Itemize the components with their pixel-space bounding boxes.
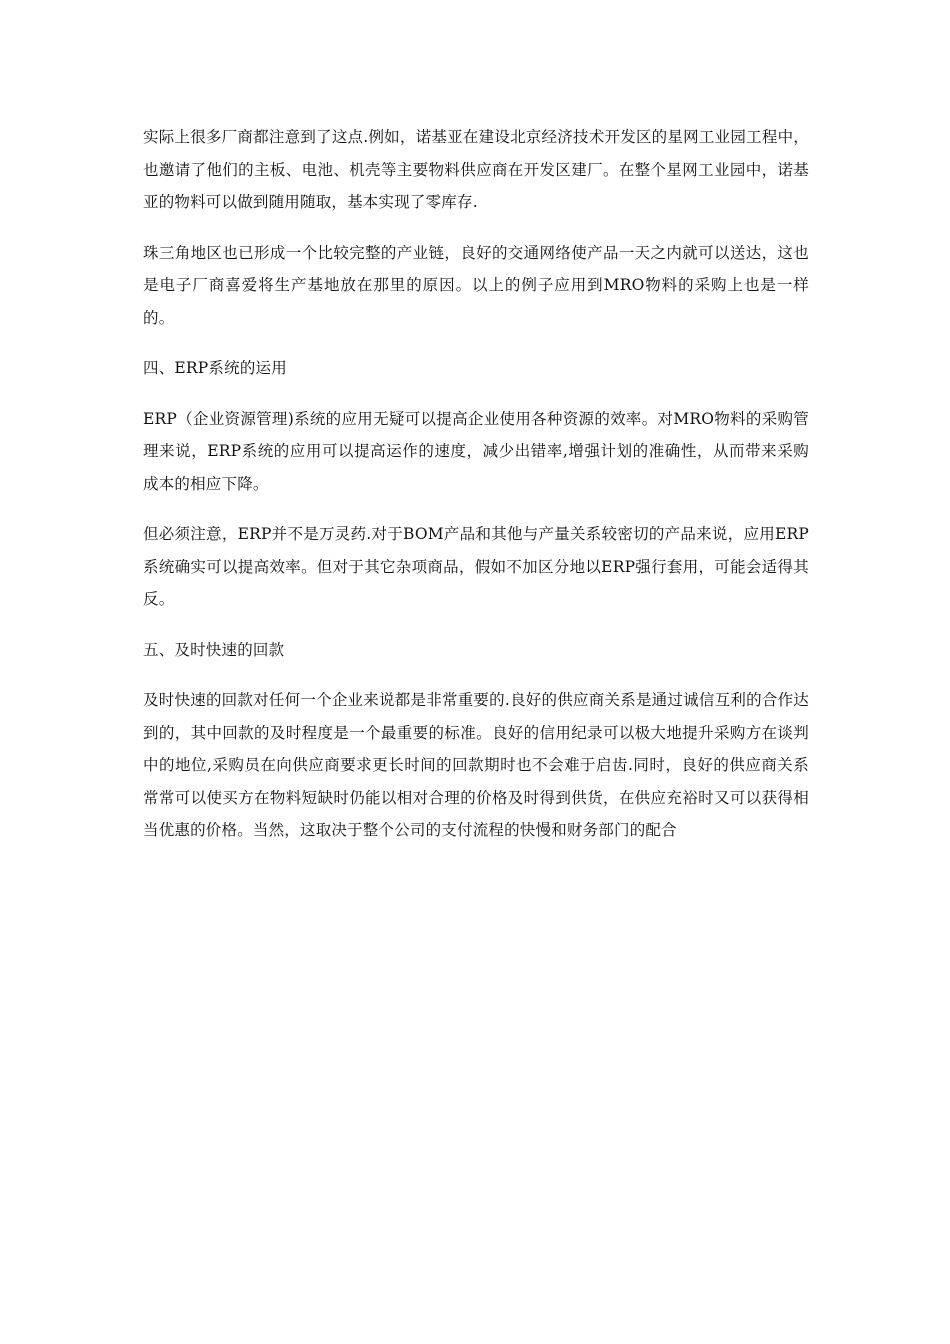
section-heading-payment: 五、及时快速的回款 bbox=[143, 640, 285, 659]
document-body bbox=[143, 121, 809, 865]
paragraph-pearl-river-delta: 珠三角地区也已形成一个比较完整的产业链，良好的交通网络使产品一天之内就可以送达，这也是电子厂商喜爱将生产基地放在那里的原因。以上的例子应用到MRO物料的采购上也是一样的。 bbox=[143, 243, 809, 327]
paragraph-erp-caution: 但必须注意，ERP并不是万灵药.对于BOM产品和其他与产量关系较密切的产品来说，应用ERP系统确实可以提高效率。但对于其它杂项商品，假如不加区分地以ERP强行套用，可能会适得其反。 bbox=[143, 525, 809, 608]
paragraph-nokia-example: 实际上很多厂商都注意到了这点.例如，诺基亚在建设北京经济技术开发区的星网工业园工程中，也邀请了他们的主板、电池、机壳等主要物料供应商在开发区建厂。在整个星网工业园中，诺基亚的物料可以做到随用随取，基本实现了零库存. bbox=[143, 128, 809, 211]
paragraph-payment-importance: 及时快速的回款对任何一个企业来说都是非常重要的.良好的供应商关系是通过诚信互利的合作达到的，其中回款的及时程度是一个最重要的标准。良好的信用纪录可以极大地提升采购方在谈判中的地位,采购员在向供应商要求更长时间的回款期时也不会难于启齿.同时，良好的供应商关系常常可以使买方在物料短缺时仍能以相对合理的价格及时得到供货，在供应充裕时又可以获得相当优惠的价格。当然，这取决于整个公司的支付流程的快慢和财务部门的配合 bbox=[143, 691, 809, 839]
section-heading-erp: 四、ERP系统的运用 bbox=[143, 359, 287, 377]
paragraph-erp-benefits: ERP（企业资源管理)系统的应用无疑可以提高企业使用各种资源的效率。对MRO物料的采购管理来说，ERP系统的应用可以提高运作的速度，减少出错率,增强计划的准确性，从而带来采购成本的相应下降。 bbox=[143, 409, 809, 493]
